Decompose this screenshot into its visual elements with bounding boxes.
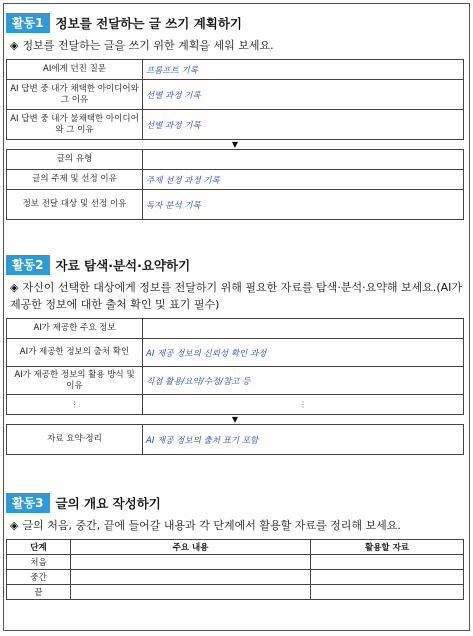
table-row [7, 190, 464, 220]
diamond-icon: ◈ [10, 281, 19, 294]
row-label: AI가 제공한 정보의 출처 확인 [7, 339, 143, 367]
row-label: 글의 주제 및 선정 이유 [7, 170, 143, 190]
activity1-header [6, 12, 464, 34]
activity1-badge: 활동1 [6, 13, 50, 33]
activity1-section [6, 12, 464, 220]
activity3-instruction [10, 517, 464, 534]
table-row [7, 60, 464, 80]
down-arrow-icon: ▼ [231, 140, 239, 149]
activity3-title: 글의 개요 작성하기 [55, 496, 161, 511]
down-arrow-icon: ▼ [231, 415, 239, 424]
stage-label: 중간 [7, 570, 71, 585]
activity2-source-table [6, 318, 464, 415]
table-row [7, 425, 464, 455]
activity2-instruction-text: 자신이 선택한 대상에게 정보를 전달하기 위해 필요한 자료를 탐색·분석·요약해 보세요.(AI가 제공한 정보에 대한 출처 확인 및 표기 필수) [10, 281, 463, 311]
activity3-header [6, 492, 464, 514]
ellipsis-icon: ⋮ [7, 395, 143, 415]
diamond-icon: ◈ [10, 519, 19, 532]
activity1-instruction [10, 37, 464, 54]
row-value[interactable]: AI 제공 정보의 출처 표기 포함 [143, 425, 464, 455]
row-value[interactable]: 직접 활용/요약/수정/참고 등 [143, 367, 464, 395]
header-materials: 활용할 자료 [311, 540, 464, 555]
content-cell[interactable] [71, 585, 311, 600]
activity1-topic-table [6, 149, 464, 220]
table-row [7, 339, 464, 367]
table-row [7, 585, 464, 600]
row-label: 정보 전달 대상 및 선정 이유 [7, 190, 143, 220]
table-row [7, 395, 464, 415]
activity1-plan-table [6, 59, 464, 140]
activity3-section [6, 492, 464, 600]
header-stage: 단계 [7, 540, 71, 555]
materials-cell[interactable] [311, 555, 464, 570]
stage-label: 처음 [7, 555, 71, 570]
diamond-icon: ◈ [10, 39, 19, 52]
activity3-badge: 활동3 [6, 493, 50, 513]
activity2-instruction [10, 279, 464, 313]
activity2-badge: 활동2 [6, 255, 50, 275]
row-value[interactable]: AI 제공 정보의 신뢰성 확인 과정 [143, 339, 464, 367]
row-value[interactable]: 주제 선정 과정 기록 [143, 170, 464, 190]
activity1-title: 정보를 전달하는 글 쓰기 계획하기 [55, 16, 243, 31]
table-row [7, 570, 464, 585]
row-value[interactable]: 독자 분석 기록 [143, 190, 464, 220]
row-label: AI가 제공한 주요 정보 [7, 319, 143, 339]
activity2-title: 자료 탐색·분석·요약하기 [55, 258, 191, 273]
table-row [7, 150, 464, 170]
activity3-instruction-text: 글의 처음, 중간, 끝에 들어갈 내용과 각 단계에서 활용할 자료를 정리해 보세요. [22, 519, 401, 532]
activity2-section [6, 254, 464, 455]
activity3-outline-table [6, 539, 464, 600]
activity2-header [6, 254, 464, 276]
row-value[interactable]: 선별 과정 기록 [143, 110, 464, 140]
materials-cell[interactable] [311, 585, 464, 600]
table-row [7, 80, 464, 110]
header-content: 주요 내용 [71, 540, 311, 555]
row-label: AI가 제공한 정보의 활용 방식 및 이유 [7, 367, 143, 395]
activity2-summary-table [6, 424, 464, 455]
content-cell[interactable] [71, 555, 311, 570]
row-label: AI에게 던진 질문 [7, 60, 143, 80]
stage-label: 끝 [7, 585, 71, 600]
table-row [7, 170, 464, 190]
activity1-instruction-text: 정보를 전달하는 글을 쓰기 위한 계획을 세워 보세요. [22, 39, 274, 52]
table-row [7, 555, 464, 570]
table-row [7, 367, 464, 395]
table-row [7, 319, 464, 339]
ellipsis-icon: ⋮ [143, 395, 464, 415]
row-label: 자료 요약·정리 [7, 425, 143, 455]
row-value[interactable]: 선별 과정 기록 [143, 80, 464, 110]
table-header-row [7, 540, 464, 555]
row-value[interactable] [143, 319, 464, 339]
content-cell[interactable] [71, 570, 311, 585]
row-value[interactable]: 프롬프트 기록 [143, 60, 464, 80]
row-value[interactable] [143, 150, 464, 170]
row-label: 글의 유형 [7, 150, 143, 170]
row-label: AI 답변 중 내가 채택한 아이디어와 그 이유 [7, 80, 143, 110]
materials-cell[interactable] [311, 570, 464, 585]
row-label: AI 답변 중 내가 불채택한 아이디어와 그 이유 [7, 110, 143, 140]
table-row [7, 110, 464, 140]
